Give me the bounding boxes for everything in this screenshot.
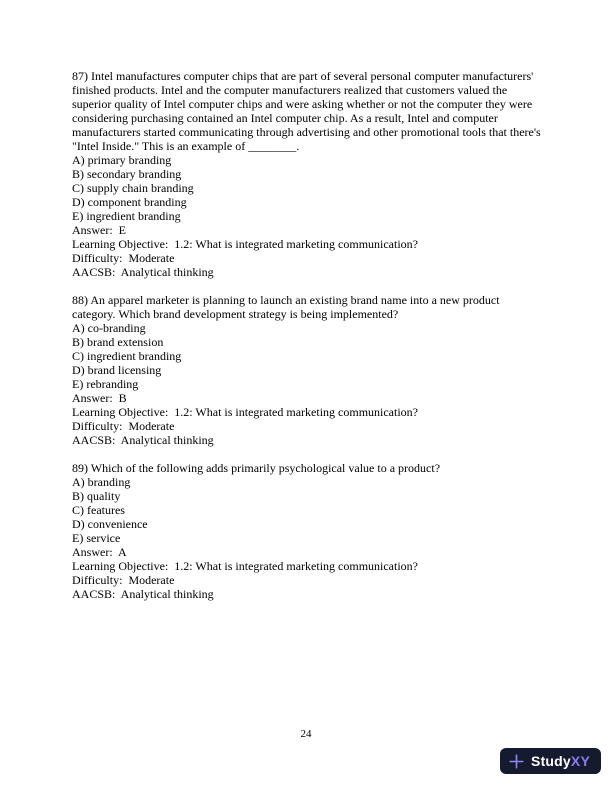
answer-option-b: B) quality [72, 489, 121, 503]
learning-objective-line: Learning Objective: 1.2: What is integrated marketing communication? [72, 237, 419, 251]
answer-option-d: D) brand licensing [72, 363, 162, 377]
answer-option-b: B) brand extension [72, 335, 164, 349]
learning-objective-line: Learning Objective: 1.2: What is integrated marketing communication? [72, 405, 419, 419]
answer-option-d: D) convenience [72, 517, 148, 531]
answer-option-a: A) branding [72, 475, 131, 489]
studyxy-logo [500, 748, 601, 774]
question-text: 87) Intel manufactures computer chips that are part of several personal computer manufacturers' finished products. Intel and the computer manufacturers realized that customers valued the superior quality of Intel computer chips and were asking whether or not the computer they were considering purchasing contained an Intel computer chip. As a result, Intel and computer manufacturers started communicating through advertising and other promotional tools that there's "Intel Inside." This is an example of ________. [72, 69, 544, 153]
answer-option-c: C) features [72, 503, 125, 517]
answer-line: Answer: A [72, 545, 127, 559]
difficulty-line: Difficulty: Moderate [72, 419, 175, 433]
brand-name [531, 754, 590, 768]
answer-option-c: C) supply chain branding [72, 181, 194, 195]
aacsb-line: AACSB: Analytical thinking [72, 265, 214, 279]
aacsb-line: AACSB: Analytical thinking [72, 433, 214, 447]
page-content [72, 69, 544, 615]
brand-name-accent: XY [570, 753, 590, 769]
answer-option-c: C) ingredient branding [72, 349, 182, 363]
learning-objective-line: Learning Objective: 1.2: What is integrated marketing communication? [72, 559, 419, 573]
answer-line: Answer: B [72, 391, 127, 405]
answer-option-b: B) secondary branding [72, 167, 182, 181]
aacsb-line: AACSB: Analytical thinking [72, 587, 214, 601]
plus-icon [509, 754, 524, 769]
difficulty-line: Difficulty: Moderate [72, 573, 175, 587]
page-number: 24 [300, 728, 312, 740]
brand-name-primary: Study [531, 753, 571, 769]
answer-option-a: A) co-branding [72, 321, 146, 335]
answer-option-d: D) component branding [72, 195, 187, 209]
question-89 [72, 461, 541, 601]
answer-option-e: E) ingredient branding [72, 209, 181, 223]
answer-option-a: A) primary branding [72, 153, 172, 167]
answer-line: Answer: E [72, 223, 126, 237]
difficulty-line: Difficulty: Moderate [72, 251, 175, 265]
question-text: 88) An apparel marketer is planning to launch an existing brand name into a new product category. Which brand development strategy is being implemented? [72, 293, 503, 321]
question-88 [72, 293, 541, 447]
answer-option-e: E) rebranding [72, 377, 139, 391]
question-text: 89) Which of the following adds primarily psychological value to a product? [72, 461, 441, 475]
question-87 [72, 69, 544, 279]
answer-option-e: E) service [72, 531, 121, 545]
